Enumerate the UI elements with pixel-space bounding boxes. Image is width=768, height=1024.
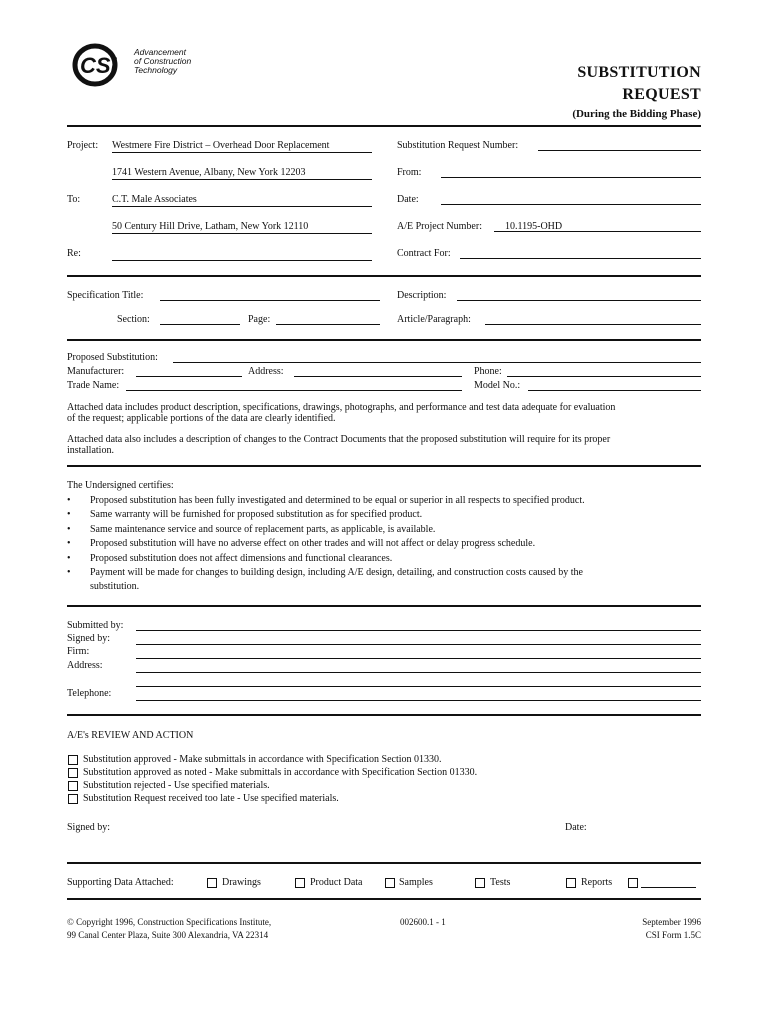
manufacturer-address-field[interactable] [294, 376, 462, 377]
certify-item-continued: substitution. [90, 581, 140, 592]
bullet: • [67, 509, 71, 520]
form-date: September 1996 [642, 917, 701, 927]
divider [67, 125, 701, 127]
approved-option: Substitution approved - Make submittals in accordance with Specification Section 01330. [83, 754, 442, 765]
phone-field[interactable] [507, 376, 701, 377]
logo-line-2: of Construction [134, 56, 192, 66]
request-number-field[interactable] [538, 150, 701, 151]
approved-checkbox[interactable] [68, 755, 78, 765]
submitted-by-field[interactable] [136, 630, 701, 631]
review-heading: A/E's REVIEW AND ACTION [67, 730, 194, 741]
telephone-label: Telephone: [67, 688, 112, 699]
from-field[interactable] [441, 177, 701, 178]
re-field[interactable] [112, 260, 372, 261]
project-address-field[interactable] [112, 179, 372, 180]
signed-by-label: Signed by: [67, 633, 111, 644]
reports-option: Reports [581, 877, 613, 888]
other-field[interactable] [641, 887, 696, 888]
rejected-checkbox[interactable] [68, 781, 78, 791]
page-label: Page: [248, 314, 271, 325]
product-data-option: Product Data [310, 877, 363, 888]
ae-project-number-label: A/E Project Number: [397, 221, 482, 232]
to-address-value: 50 Century Hill Drive, Latham, New York 12110 [112, 221, 309, 232]
form-title-line-1: SUBSTITUTION [577, 64, 701, 81]
other-checkbox[interactable] [628, 878, 638, 888]
trade-name-label: Trade Name: [67, 380, 120, 391]
certify-item: Payment will be made for changes to building design, including A/E design, detailing, and construction costs caused by the [90, 567, 583, 578]
proposed-substitution-label: Proposed Substitution: [67, 352, 158, 363]
submitter-address-label: Address: [67, 660, 103, 671]
firm-field[interactable] [136, 658, 701, 659]
article-paragraph-label: Article/Paragraph: [397, 314, 471, 325]
signed-by-field[interactable] [136, 644, 701, 645]
logo-mark: CSI [80, 53, 117, 78]
drawings-checkbox[interactable] [207, 878, 217, 888]
submitter-address-field-1[interactable] [136, 672, 701, 673]
from-label: From: [397, 167, 422, 178]
review-signed-by-label: Signed by: [67, 822, 111, 833]
article-paragraph-field[interactable] [485, 324, 701, 325]
approved-as-noted-checkbox[interactable] [68, 768, 78, 778]
divider [67, 275, 701, 277]
divider [67, 465, 701, 467]
csi-logo-icon [72, 42, 122, 88]
divider [67, 605, 701, 607]
submitted-by-label: Submitted by: [67, 620, 124, 631]
reports-checkbox[interactable] [566, 878, 576, 888]
supporting-data-label: Supporting Data Attached: [67, 877, 174, 888]
too-late-checkbox[interactable] [68, 794, 78, 804]
re-label: Re: [67, 248, 81, 259]
trade-name-field[interactable] [126, 390, 462, 391]
samples-checkbox[interactable] [385, 878, 395, 888]
too-late-option: Substitution Request received too late - Use specified materials. [83, 793, 339, 804]
paragraph-2-line-1: Attached data also includes a description of changes to the Contract Documents that the proposed substitution will require for its proper [67, 434, 611, 445]
project-label: Project: [67, 140, 99, 151]
to-label: To: [67, 194, 81, 205]
attached-data-paragraph-2 [67, 434, 701, 456]
rejected-option: Substitution rejected - Use specified materials. [83, 780, 270, 791]
description-field[interactable] [457, 300, 701, 301]
copyright-text: © Copyright 1996, Construction Specifications Institute, [67, 917, 272, 927]
divider [67, 862, 701, 864]
paragraph-2-line-2: installation. [67, 445, 114, 456]
section-label: Section: [117, 314, 150, 325]
csi-form-id: CSI Form 1.5C [645, 930, 701, 940]
attached-data-paragraph-1 [67, 402, 701, 424]
request-number-label: Substitution Request Number: [397, 140, 519, 151]
divider [67, 339, 701, 341]
logo-text [134, 48, 191, 75]
manufacturer-label: Manufacturer: [67, 366, 125, 377]
divider [67, 714, 701, 716]
csi-address-text: 99 Canal Center Plaza, Suite 300 Alexandria, VA 22314 [67, 930, 269, 940]
certify-item: Proposed substitution does not affect dimensions and functional clearances. [90, 553, 393, 564]
model-number-label: Model No.: [474, 380, 521, 391]
certify-item: Proposed substitution will have no adverse effect on other trades and will not affect or delay progress schedule. [90, 538, 536, 549]
description-label: Description: [397, 290, 447, 301]
csi-logo [72, 42, 122, 88]
page-field[interactable] [276, 324, 380, 325]
to-address-field[interactable] [112, 233, 372, 234]
certifies-heading: The Undersigned certifies: [67, 480, 174, 491]
contract-for-field[interactable] [460, 258, 701, 259]
section-field[interactable] [160, 324, 240, 325]
drawings-option: Drawings [222, 877, 261, 888]
telephone-field[interactable] [136, 700, 701, 701]
date-label: Date: [397, 194, 419, 205]
product-data-checkbox[interactable] [295, 878, 305, 888]
firm-label: Firm: [67, 646, 90, 657]
form-title-line-2: REQUEST [622, 86, 701, 103]
to-name-field[interactable] [112, 206, 372, 207]
samples-option: Samples [399, 877, 433, 888]
bullet: • [67, 553, 71, 564]
ae-project-number-field[interactable] [494, 231, 701, 232]
ae-project-number-value: 10.1195-OHD [505, 221, 563, 232]
project-name-field[interactable] [112, 152, 372, 153]
submitter-address-field-2[interactable] [136, 686, 701, 687]
paragraph-1-line-1: Attached data includes product description, specifications, drawings, photographs, and performance and test data adequate for evaluation [67, 402, 616, 413]
form-number: 002600.1 - 1 [400, 917, 446, 927]
project-name-value: Westmere Fire District – Overhead Door Replacement [112, 140, 330, 151]
paragraph-1-line-2: of the request; applicable portions of the data are clearly identified. [67, 413, 336, 424]
model-number-field[interactable] [528, 390, 701, 391]
bullet: • [67, 524, 71, 535]
review-date-label: Date: [565, 822, 587, 833]
project-address-value: 1741 Western Avenue, Albany, New York 12203 [112, 167, 306, 178]
date-field[interactable] [441, 204, 701, 205]
bullet: • [67, 538, 71, 549]
proposed-substitution-field[interactable] [173, 362, 701, 363]
tests-option: Tests [490, 877, 511, 888]
logo-line-1: Advancement [134, 47, 186, 57]
certify-item: Same maintenance service and source of replacement parts, as applicable, is available. [90, 524, 436, 535]
to-name-value: C.T. Male Associates [112, 194, 197, 205]
logo-line-3: Technology [134, 65, 178, 75]
certify-item: Same warranty will be furnished for proposed substitution as for specified product. [90, 509, 423, 520]
spec-title-field[interactable] [160, 300, 380, 301]
phone-label: Phone: [474, 366, 502, 377]
bullet: • [67, 567, 71, 578]
divider [67, 898, 701, 900]
approved-as-noted-option: Substitution approved as noted - Make submittals in accordance with Specification Section 01330. [83, 767, 478, 778]
certify-item: Proposed substitution has been fully investigated and determined to be equal or superior in all respects to specified product. [90, 495, 585, 506]
address-label: Address: [248, 366, 284, 377]
bullet: • [67, 495, 71, 506]
manufacturer-field[interactable] [136, 376, 242, 377]
spec-title-label: Specification Title: [67, 290, 144, 301]
contract-for-label: Contract For: [397, 248, 451, 259]
form-subtitle: (During the Bidding Phase) [572, 108, 701, 120]
tests-checkbox[interactable] [475, 878, 485, 888]
